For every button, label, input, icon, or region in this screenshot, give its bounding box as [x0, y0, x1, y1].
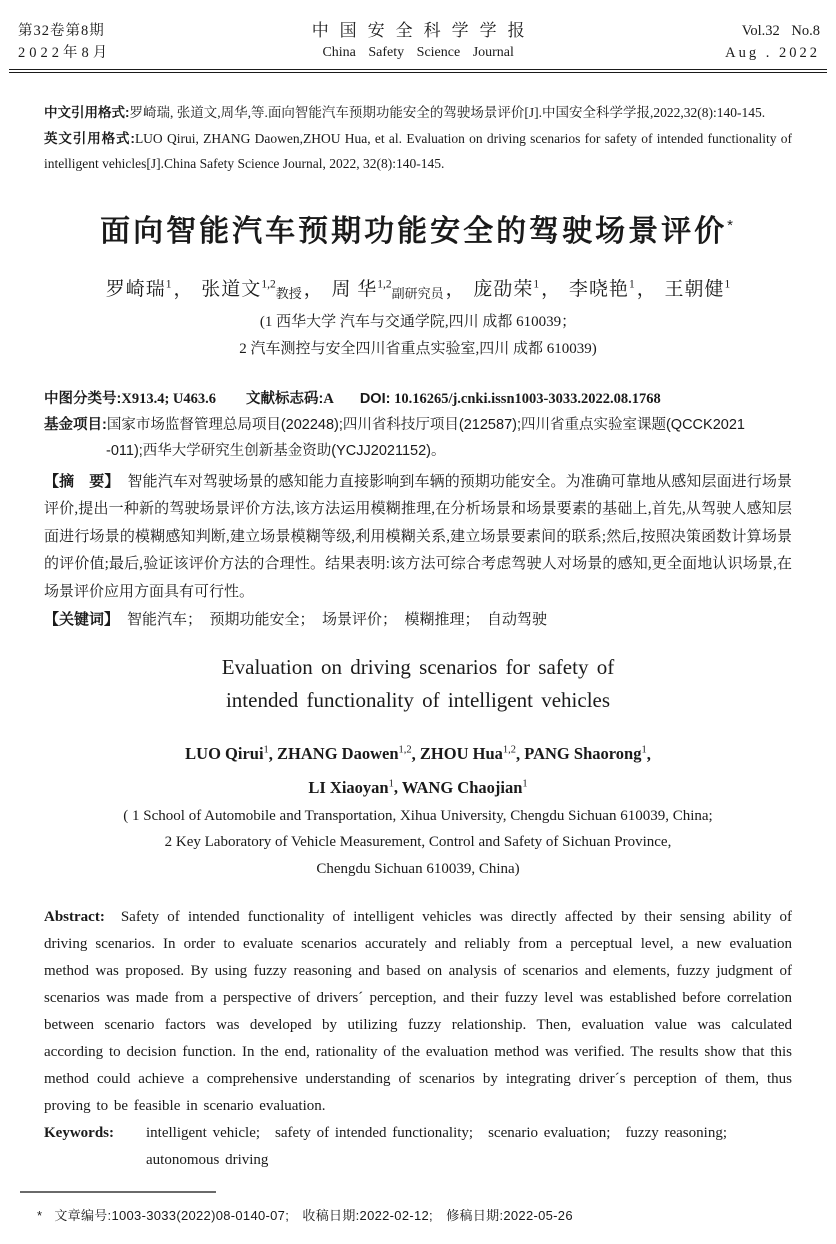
footnote-divider	[20, 1191, 216, 1193]
clc-item	[44, 391, 216, 407]
author-sup: 1	[641, 744, 647, 756]
author-separator: ,	[646, 744, 651, 763]
author-en	[420, 744, 516, 763]
author-name: LUO Qirui	[185, 744, 264, 763]
authors-en	[44, 736, 792, 803]
affiliation-zh-1: (1 西华大学 汽车与交通学院,四川 成都 610039；	[259, 313, 577, 330]
author-zh	[331, 279, 443, 300]
footnote-marker: *	[37, 1208, 43, 1223]
author-sup: 1	[388, 778, 394, 789]
keywords-en	[44, 1120, 792, 1174]
author-name: PANG Shaorong	[524, 744, 642, 763]
affiliation-en-3: Chengdu Sichuan 610039, China)	[316, 860, 520, 877]
paper-title-en-line2: intended functionality of intelligent vehicles	[225, 687, 611, 712]
author-separator: ,	[411, 744, 420, 763]
affiliation-zh-2: 2 汽车测控与安全四川省重点实验室,四川 成都 610039)	[239, 340, 597, 357]
article-content	[0, 100, 836, 1174]
author-sup: 1	[628, 278, 635, 291]
issue-date-en: Aug . 2022	[725, 45, 820, 61]
funding-line-1	[44, 412, 792, 438]
author-sup: 1	[263, 744, 269, 756]
authors-en-line2	[44, 769, 792, 803]
header-left	[18, 20, 111, 64]
author-sup: 1,2	[261, 278, 276, 291]
keywords-zh-text: 智能汽车； 预期功能安全； 场景评价； 模糊推理； 自动驾驶	[127, 612, 548, 628]
authors-en-line1	[44, 736, 792, 770]
doi-label: DOI:	[359, 390, 391, 407]
title-footnote-asterisk: *	[727, 216, 736, 234]
author-name: 王朝健	[664, 278, 725, 300]
author-name: LI Xiaoyan	[308, 777, 389, 797]
author-separator: ，	[445, 278, 466, 300]
author-zh	[106, 279, 172, 300]
paper-title-zh	[44, 206, 792, 250]
author-name: 周 华	[331, 278, 378, 300]
author-en	[524, 744, 646, 763]
author-sup: 1	[165, 278, 172, 291]
clc-label: 中图分类号:	[44, 390, 122, 407]
issue-date-zh: 2022年8月	[18, 45, 112, 61]
keywords-zh	[44, 606, 792, 635]
author-name: WANG Chaojian	[401, 777, 523, 797]
header-right	[725, 20, 820, 64]
author-zh	[569, 279, 635, 300]
doc-code-value: A	[323, 390, 334, 407]
author-separator: ,	[393, 777, 402, 797]
funding-text-1: 国家市场监督管理总局项目(202248);四川省科技厅项目(212587);四川省重点实验室课题(QCCK2021	[106, 416, 745, 433]
authors-zh	[44, 274, 792, 302]
doc-code-item	[246, 391, 334, 407]
header-center	[301, 20, 536, 64]
doc-code-label: 文献标志码:	[246, 390, 324, 407]
keywords-en-text: intelligent vehicle; safety of intended functionality; scenario evaluation; fuzzy reasoning; autonomous driving	[146, 1125, 742, 1168]
keywords-en-label: Keywords:	[44, 1125, 114, 1141]
author-zh	[201, 279, 301, 300]
author-name: 李哓艳	[568, 278, 629, 300]
journal-header	[0, 0, 836, 64]
abstract-zh-label: 【摘 要】	[44, 472, 120, 490]
paper-title-en	[44, 651, 792, 717]
author-zh	[664, 279, 730, 300]
funding-block	[44, 412, 792, 464]
affiliation-en-1: ( 1 School of Automobile and Transportation, Xihua University, Chengdu Sichuan 610039, China;	[123, 807, 713, 824]
author-separator: ，	[541, 278, 562, 300]
citation-block	[44, 100, 792, 177]
author-name: 罗崎瑞	[105, 278, 166, 300]
author-role: 教授	[275, 285, 302, 301]
citation-en-label: 英文引用格式:	[44, 130, 135, 146]
doi-item	[360, 391, 661, 407]
affiliations-en	[44, 803, 792, 883]
author-en	[402, 778, 528, 797]
volume-issue-en: Vol.32 No.8	[741, 23, 820, 39]
paper-title-zh-text: 面向智能汽车预期功能安全的驾驶场景评价	[100, 214, 728, 248]
citation-zh-text: 罗崎瑞, 张道文,周华,等.面向智能汽车预期功能安全的驾驶场景评价[J].中国安全科学学报,2022,32(8):140-145.	[129, 105, 766, 120]
journal-title-en: China Safety Science Journal	[322, 45, 514, 60]
abstract-zh	[44, 468, 792, 607]
funding-text-2: -011);西华大学研究生创新基金资助(YCJJ2021152)。	[106, 442, 446, 459]
footnote	[20, 1191, 816, 1224]
abstract-en-label: Abstract:	[44, 909, 105, 925]
footnote-line	[20, 1205, 816, 1224]
funding-line-2	[44, 438, 792, 464]
author-zh	[473, 279, 539, 300]
doi-value: 10.16265/j.cnki.issn1003-3033.2022.08.1768	[394, 390, 661, 407]
author-sup: 1,2	[377, 278, 392, 291]
author-en	[308, 778, 393, 797]
author-en	[277, 744, 412, 763]
affiliations-zh	[44, 309, 792, 363]
citation-zh-label: 中文引用格式:	[44, 105, 130, 120]
affiliation-en-2: 2 Key Laboratory of Vehicle Measurement, Control and Safety of Sichuan Province,	[164, 834, 672, 850]
author-sup: 1,2	[502, 744, 516, 756]
author-name: ZHANG Daowen	[277, 744, 399, 763]
journal-title-zh: 中国安全科学学报	[311, 21, 536, 40]
funding-label: 基金项目:	[44, 416, 107, 433]
clc-value: X913.4; U463.6	[121, 390, 216, 407]
author-sup: 1,2	[398, 744, 412, 756]
abstract-en-text: Safety of intended functionality of intelligent vehicles was directly affected by their sensing ability of driving scenarios. In order to evaluate scenarios accurately and reliably from a perceptual level, a new evaluation method was proposed. By using fuzzy reasoning and based on analysis of scenarios and elements, fuzzy judgment of scenarios was made from a perspective of drivers´ perception, and their fuzzy level was established before correlation between scenario factors was developed by utilizing fuzzy relationship. Then, evaluation value was calculated according to decision function. In the end, rationality of the evaluation method was verified. The results show that this method could achieve a comprehensive understanding of scenarios by integrating driver´s perception of them, thus proving to be feasible in scenario evaluation.	[44, 909, 792, 1114]
abstract-en	[44, 904, 792, 1120]
author-separator: ,	[516, 744, 525, 763]
author-name: 张道文	[201, 278, 262, 300]
keywords-zh-label: 【关键词】	[44, 611, 120, 628]
footnote-text: 文章编号:1003-3033(2022)08-0140-07; 收稿日期:2022-02-12; 修稿日期:2022-05-26	[54, 1208, 573, 1223]
author-sup: 1	[533, 278, 540, 291]
author-separator: ，	[636, 278, 657, 300]
author-en	[185, 744, 269, 763]
author-role: 副研究员	[391, 285, 444, 301]
citation-en-text: LUO Qirui, ZHANG Daowen,ZHOU Hua, et al. Evaluation on driving scenarios for safety of intended functionality of intelligent vehicles[J].China Safety Science Journal, 2022, 32(8):140-145.	[44, 130, 792, 171]
author-separator: ，	[173, 278, 194, 300]
volume-issue-zh: 第32卷第8期	[18, 23, 105, 39]
citation-en	[44, 126, 792, 177]
author-name: ZHOU Hua	[419, 744, 503, 763]
author-separator: ,	[268, 744, 278, 763]
author-separator: ，	[303, 278, 324, 300]
paper-title-en-line1: Evaluation on driving scenarios for safety of	[221, 654, 615, 679]
author-sup: 1	[522, 778, 528, 789]
author-name: 庞劭荣	[473, 278, 534, 300]
author-sup: 1	[724, 278, 731, 291]
meta-line	[44, 386, 792, 412]
citation-zh	[44, 100, 792, 126]
header-divider	[9, 69, 827, 73]
abstract-zh-text: 智能汽车对驾驶场景的感知能力直接影响到车辆的预期功能安全。为准确可靠地从感知层面进行场景评价,提出一种新的驾驶场景评价方法,该方法运用模糊推理,在分析场景和场景要素的基础上,首先,从驾驶人感知层面进行场景的模糊感知判断,建立场景模糊等级,利用模糊关系,建立场景要素间的联系;然后,按照决策函数计算场景的评价值;最后,验证该评价方法的合理性。结果表明:该方法可综合考虑驾驶人对场景的感知,更全面地认识场景,在场景评价应用方面具有可行性。	[44, 473, 792, 600]
